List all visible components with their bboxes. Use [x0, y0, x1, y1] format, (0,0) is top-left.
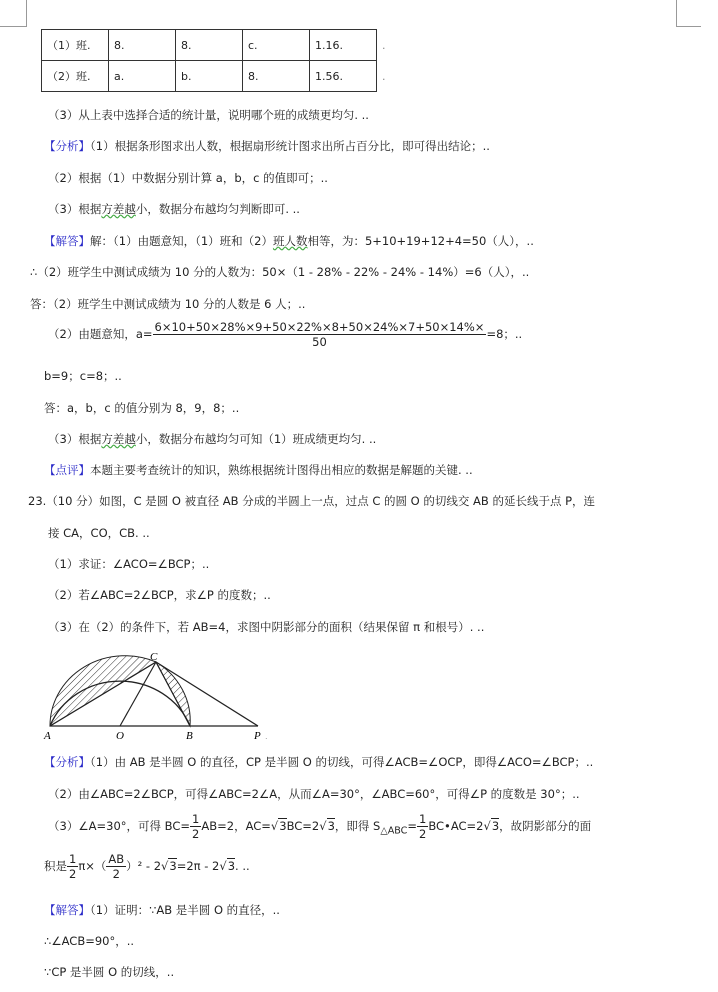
- formula-line: 积是 $\frac{1}{2}$ π×（ $\frac{AB}{2}$ ）² - 2√3=2π - 2√3. ..: [44, 852, 250, 881]
- sqrt-radicand: 3: [227, 859, 236, 873]
- subscript: △ABC: [380, 825, 408, 837]
- table-cell: 8.: [109, 30, 176, 61]
- text-span: ，故阴影部分的面: [499, 819, 592, 833]
- sqrt-radicand: 3: [169, 859, 177, 873]
- text-span: 本题主要考查统计的知识，熟练根据统计图得出相应的数据是解题的关键. ..: [90, 463, 473, 477]
- fraction-denominator: 2: [192, 827, 200, 841]
- solution-tag: 【解答】: [44, 234, 90, 248]
- table-cell: b.: [176, 61, 243, 92]
- label-p: P: [254, 730, 261, 742]
- text-span: （1）根据条形图求出人数，根据扇形统计图求出所占百分比，即可得出结论；..: [90, 139, 490, 153]
- text-span: （2）由题意知，a=: [48, 327, 153, 341]
- geometry-figure: [40, 650, 280, 742]
- text-span: . ..: [235, 859, 250, 873]
- solution-line: [44, 233, 534, 249]
- text-span: 方差越: [101, 202, 136, 216]
- text-span: （3）根据: [48, 432, 102, 446]
- text-line: （2）根据（1）中数据分别计算 a，b，c 的值即可；..: [48, 171, 328, 185]
- formula-line: [48, 320, 522, 349]
- label-a: A: [44, 730, 51, 742]
- analysis-tag: 【分析】: [44, 755, 90, 769]
- table-row-end-mark: .: [382, 38, 386, 52]
- text-line: （2）由∠ABC=2∠BCP，可得∠ABC=2∠A，从而∠A=30°，∠ABC=60°，可得∠P 的度数是 30°；..: [48, 787, 580, 801]
- text-span: 方差越: [101, 432, 136, 446]
- text-span: π×（: [78, 859, 107, 873]
- question-23-stem: 23.（10 分）如图，C 是圆 O 被直径 AB 分成的半圆上一点，过点 C 的圆 O 的切线交 AB 的延长线于点 P，连: [28, 494, 596, 508]
- page-corner-mark-left: [0, 0, 27, 27]
- fraction-numerator: 6×10+50×28%×9+50×22%×8+50×24%×7+50×14%×: [154, 320, 485, 334]
- table-cell: （2）班.: [42, 61, 109, 92]
- fraction-denominator: 2: [69, 867, 77, 881]
- text-line: ∵CP 是半圆 O 的切线，..: [44, 965, 175, 979]
- fraction-denominator: 2: [419, 827, 427, 841]
- table-cell: 1.16.: [310, 30, 377, 61]
- text-line: 接 CA，CO，CB. ..: [48, 526, 150, 540]
- fraction-numerator: 1: [69, 852, 77, 866]
- comment-tag: 【点评】: [44, 463, 90, 477]
- text-line: （3）在（2）的条件下，若 AB=4，求图中阴影部分的面积（结果保留 π 和根号）. ..: [48, 620, 485, 634]
- text-span: AB=2，AC=: [201, 819, 271, 833]
- page-corner-mark-right: [676, 0, 701, 27]
- solution-line: [44, 902, 280, 918]
- text-span: ，即得 S: [334, 819, 381, 833]
- score-table: [41, 29, 392, 92]
- table-cell: 8.: [176, 30, 243, 61]
- tangent-cp: [156, 662, 258, 726]
- fraction-numerator: 1: [192, 812, 200, 826]
- text-line: ∴（2）班学生中测试成绩为 10 分的人数为：50×（1 - 28% - 22% - 24% - 14%）=6（人），..: [30, 265, 530, 279]
- text-line: b=9；c=8；..: [44, 369, 122, 383]
- sqrt-radicand: 3: [279, 819, 287, 833]
- table-cell: 1.56.: [310, 61, 377, 92]
- text-span: BC=2: [286, 819, 320, 833]
- fraction: [67, 852, 78, 881]
- text-span: （1）由 AB 是半圆 O 的直径，CP 是半圆 O 的切线，可得∠ACB=∠OCP，即得∠ACO=∠BCP；..: [90, 755, 594, 769]
- formula-line: （3）∠A=30°，可得 BC= $\frac{1}{2}$ AB=2，AC=√3BC=2√3，即得 $S_{\triangle ABC}=$ $\frac{1}{2}$ BC•AC=2√3，故阴影部分的面: [48, 812, 592, 841]
- table-row: [42, 61, 392, 92]
- text-span: （3）根据: [48, 202, 102, 216]
- comment-line: [44, 462, 473, 478]
- text-line: [48, 201, 300, 217]
- fraction: [190, 812, 201, 841]
- label-o: O: [116, 730, 124, 742]
- text-span: （3）∠A=30°，可得 BC=: [48, 819, 191, 833]
- text-span: 积是: [44, 859, 67, 873]
- text-span: 相等，为：5+10+19+12+4=50（人），..: [307, 234, 534, 248]
- text-line: 答：a，b，c 的值分别为 8，9，8；..: [44, 401, 240, 415]
- text-line: 答：（2）班学生中测试成绩为 10 分的人数是 6 人；..: [30, 297, 306, 311]
- text-span: 小，数据分布越均匀判断即可. ..: [135, 202, 300, 216]
- table-row: [42, 30, 392, 61]
- text-span: ）² - 2: [126, 859, 162, 873]
- text-span: （1）证明：∵AB 是半圆 O 的直径，..: [90, 903, 280, 917]
- label-b: B: [186, 730, 193, 742]
- fraction-denominator: 2: [112, 867, 120, 881]
- table-cell: a.: [109, 61, 176, 92]
- sqrt-radicand: 3: [327, 819, 335, 833]
- text-line: （1）求证：∠ACO=∠BCP；..: [48, 557, 210, 571]
- sqrt-radicand: 3: [491, 819, 500, 833]
- fraction: [417, 812, 428, 841]
- analysis-line: [44, 754, 593, 770]
- fraction-numerator: AB: [108, 852, 125, 866]
- text-span: =8；..: [486, 327, 523, 341]
- fraction-denominator: 50: [312, 335, 327, 349]
- analysis-line: [44, 138, 490, 154]
- text-span: =2π - 2: [176, 859, 220, 873]
- text-span: =: [407, 819, 418, 833]
- figure-end-mark: .: [265, 732, 268, 741]
- analysis-tag: 【分析】: [44, 139, 90, 153]
- text-span: BC•AC=2: [428, 819, 484, 833]
- text-line: ∴∠ACB=90°，..: [44, 934, 135, 948]
- table-row-end-mark: .: [382, 69, 386, 83]
- text-line: （2）若∠ABC=2∠BCP，求∠P 的度数；..: [48, 588, 271, 602]
- fraction-numerator: 1: [419, 812, 427, 826]
- text-span: 小，数据分布越均匀可知（1）班成绩更均匀. ..: [135, 432, 377, 446]
- text-line: （3）从上表中选择合适的统计量，说明哪个班的成绩更均匀. ..: [48, 108, 369, 122]
- table-cell: c.: [243, 30, 310, 61]
- table-cell: 8.: [243, 61, 310, 92]
- text-span: 班人数: [272, 234, 308, 248]
- text-span: 解：（1）由题意知，（1）班和（2）: [90, 234, 273, 248]
- text-line: [48, 431, 376, 447]
- solution-tag: 【解答】: [44, 903, 90, 917]
- table-cell: （1）班.: [42, 30, 109, 61]
- label-c: C: [150, 651, 158, 663]
- fraction: [153, 320, 487, 349]
- fraction: [106, 852, 126, 881]
